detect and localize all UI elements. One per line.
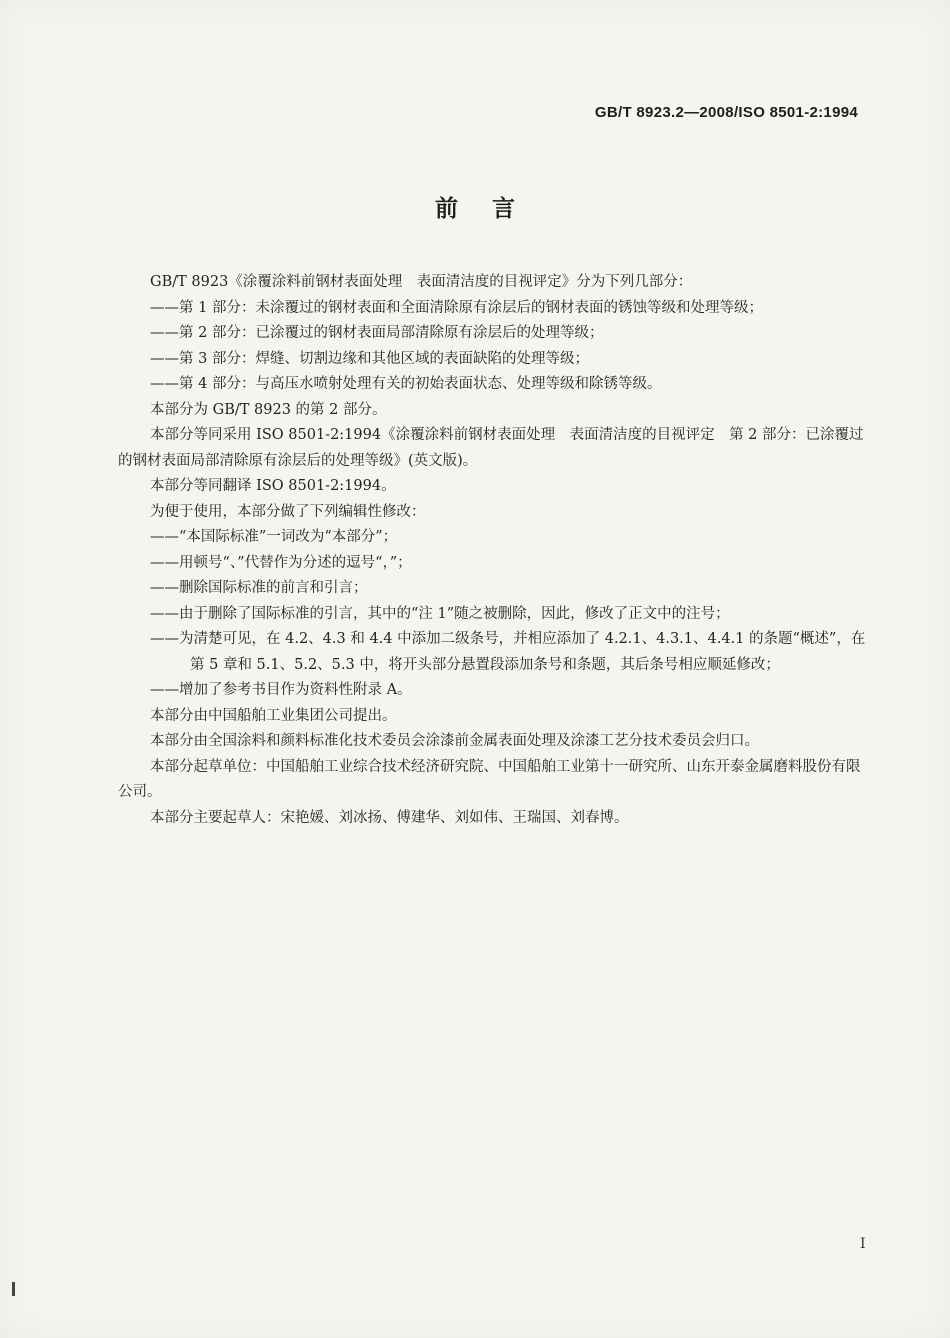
list-item-part2: ——第 2 部分：已涂覆过的钢材表面局部清除原有涂层后的处理等级； — [150, 325, 604, 341]
list-item-part3: ——第 3 部分：焊缝、切割边缘和其他区域的表面缺陷的处理等级； — [150, 350, 589, 367]
list-item-edit6: ——增加了参考书目作为资料性附录 A。 — [150, 682, 412, 698]
list-item-part4: ——第 4 部分：与高压水喷射处理有关的初始表面状态、处理等级和除锈等级。 — [150, 376, 662, 392]
page-title: 前言 — [435, 196, 549, 222]
list-item-edit5: ——为清楚可见，在 4.2、4.3 和 4.4 中添加二级条号，并相应添加了 4.2.1、4.3.1、4.4.1 的条题“概述”，在第 5 章和 5.1、5.2、5.3 中，将开头部分悬置段添加条号和条题，其后条号相应顺延修改； — [150, 631, 866, 673]
paragraph-intro: GB/T 8923《涂覆涂料前钢材表面处理 表面清洁度的目视评定》分为下列几部分： — [150, 274, 693, 290]
list-item-edit2: ——用顿号“、”代替作为分述的逗号“，”； — [150, 554, 412, 571]
paragraph-committee: 本部分由全国涂料和颜料标准化技术委员会涂漆前金属表面处理及涂漆工艺分技术委员会归口。 — [150, 733, 759, 749]
list-item-edit3: ——删除国际标准的前言和引言； — [150, 580, 368, 596]
paragraph-drafters: 本部分主要起草人：宋艳媛、刘冰扬、傅建华、刘如伟、王瑞国、刘春博。 — [150, 809, 629, 826]
page-number: I — [860, 1236, 866, 1252]
paragraph-translation: 本部分等同翻译 ISO 8501-2:1994。 — [150, 478, 396, 494]
paragraph-part-statement: 本部分为 GB/T 8923 的第 2 部分。 — [150, 401, 387, 418]
list-item-part1: ——第 1 部分：未涂覆过的钢材表面和全面清除原有涂层后的钢材表面的锈蚀等级和处理等级； — [150, 299, 763, 316]
paragraph-edits-intro: 为便于使用，本部分做了下列编辑性修改： — [150, 503, 426, 520]
paragraph-drafting-units: 本部分起草单位：中国船舶工业综合技术经济研究院、中国船舶工业第十一研究所、山东开泰金属磨料股份有限公司。 — [118, 758, 861, 800]
foreword-body — [118, 270, 870, 831]
scan-mark — [12, 1282, 15, 1296]
list-item-edit4: ——由于删除了国际标准的引言，其中的“注 1”随之被删除，因此，修改了正文中的注号； — [150, 605, 730, 622]
standard-code: GB/T 8923.2—2008/ISO 8501-2:1994 — [594, 104, 858, 121]
list-item-edit1: ——“本国际标准”一词改为“本部分”； — [150, 529, 398, 545]
paragraph-adoption: 本部分等同采用 ISO 8501-2:1994《涂覆涂料前钢材表面处理 表面清洁度的目视评定 第 2 部分：已涂覆过的钢材表面局部清除原有涂层后的处理等级》(英文版)。 — [118, 427, 864, 469]
paragraph-proposer: 本部分由中国船舶工业集团公司提出。 — [150, 707, 397, 724]
